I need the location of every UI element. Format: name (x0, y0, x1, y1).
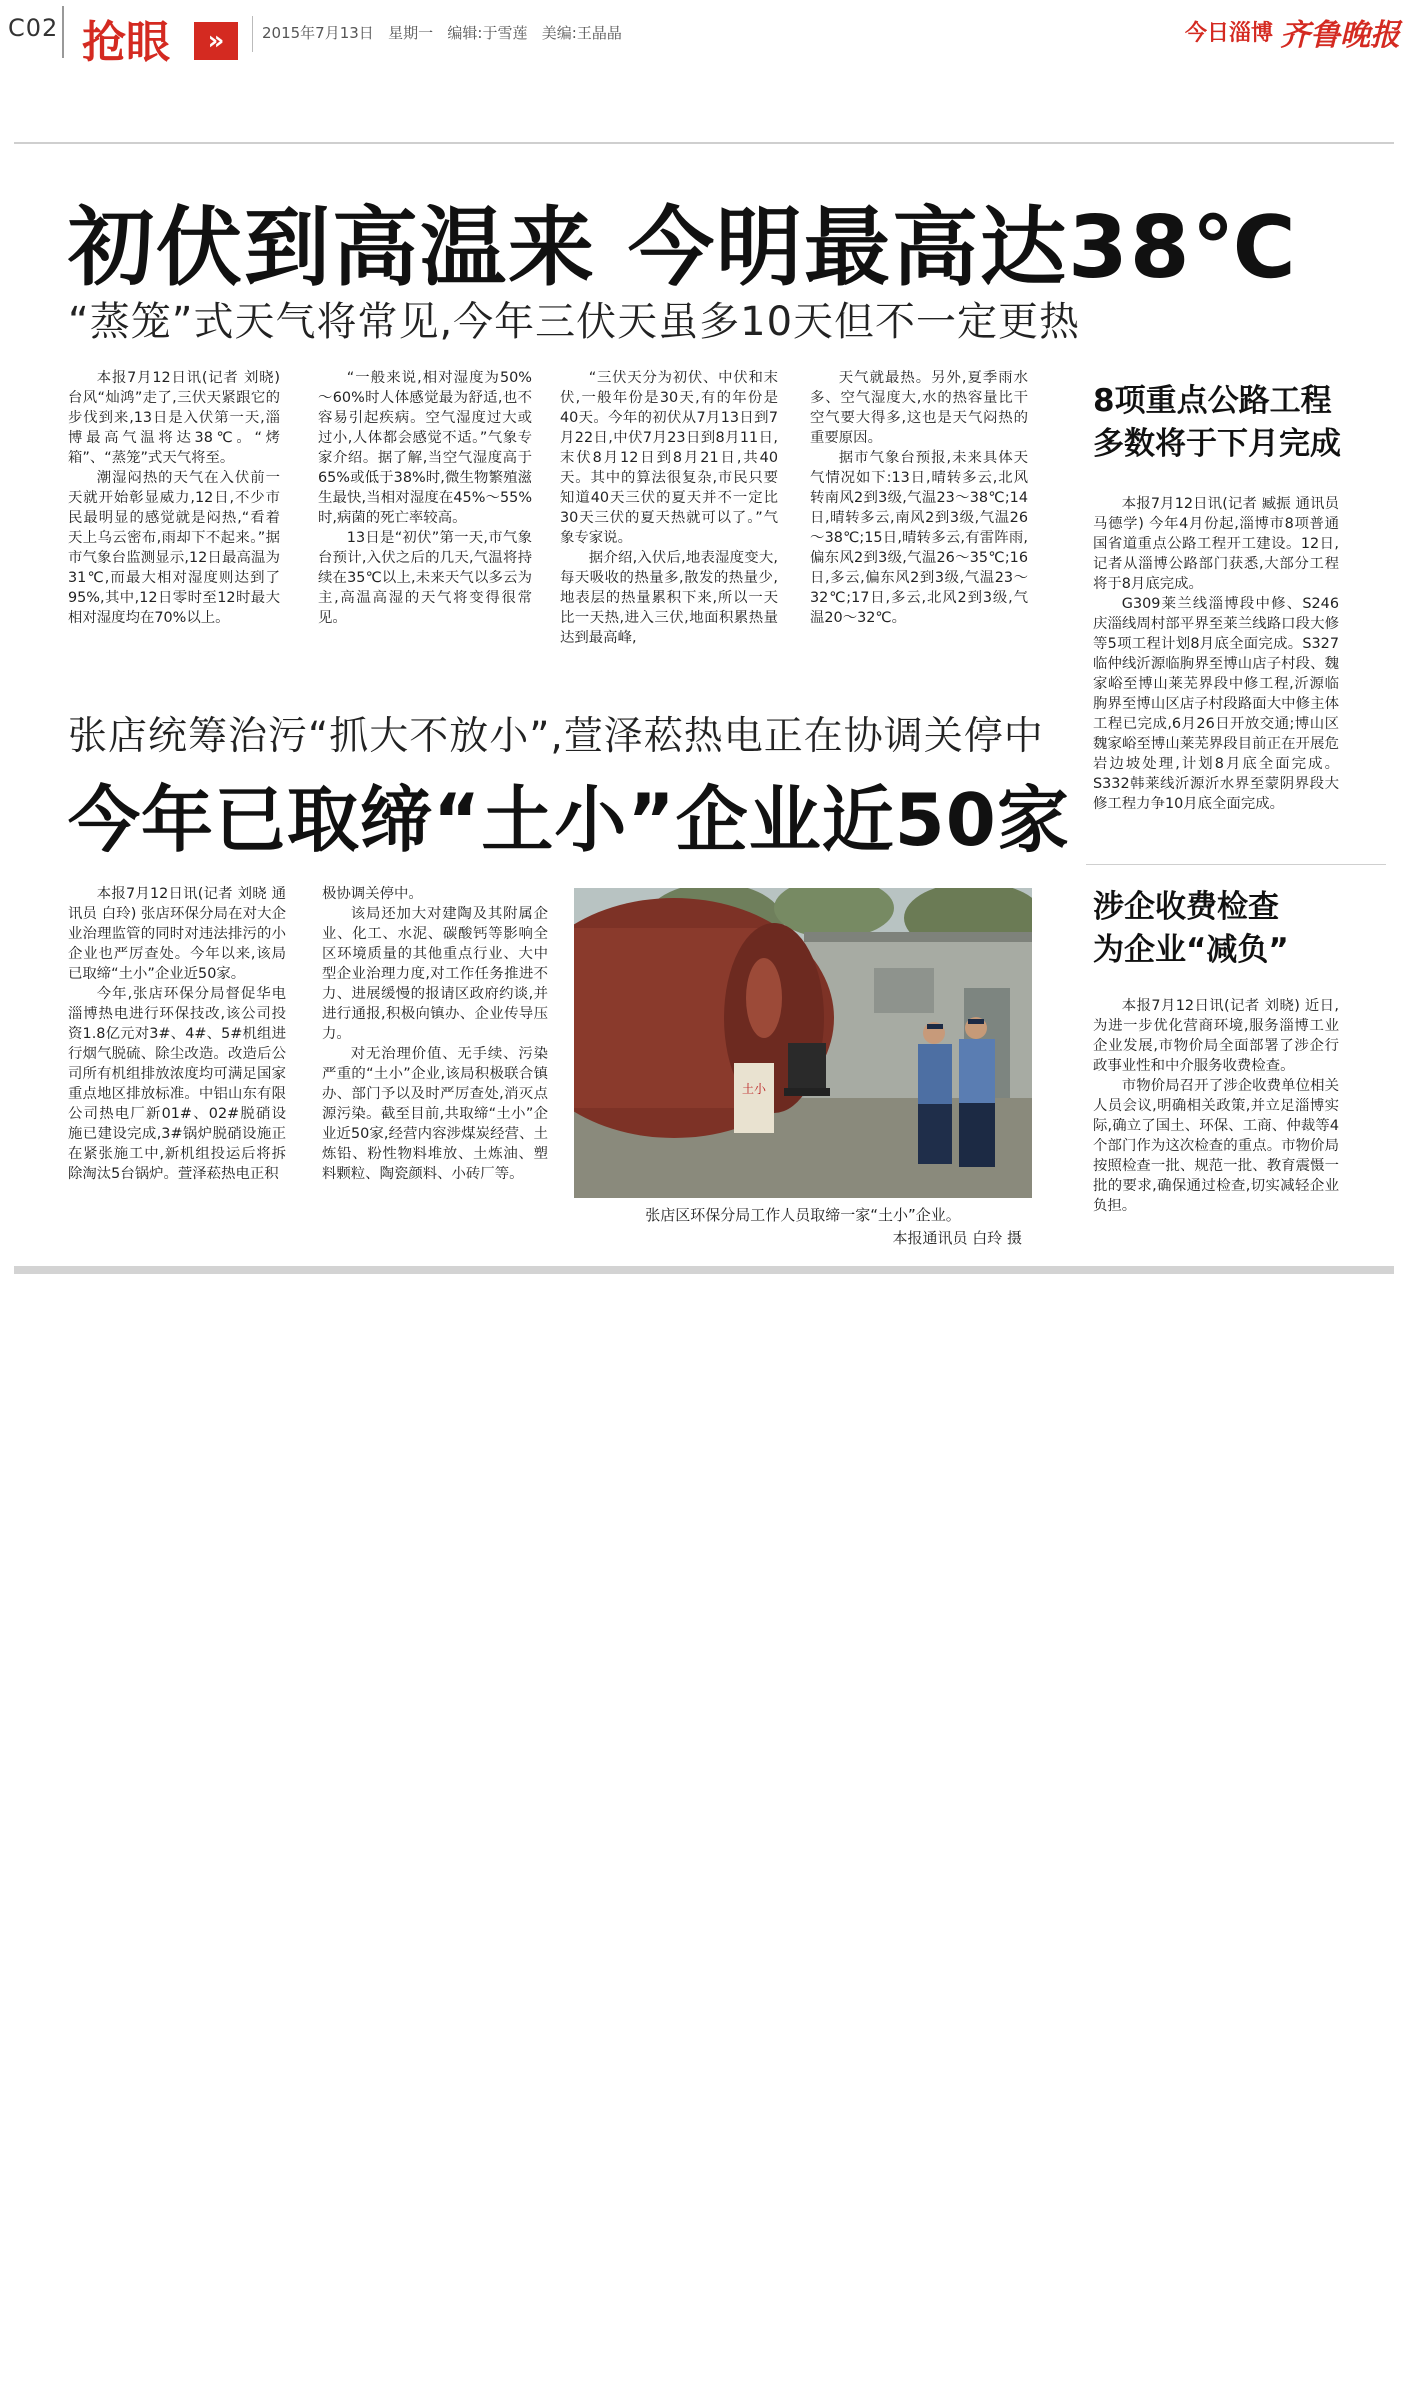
section-name: 抢眼 (82, 17, 170, 68)
caption-text: 张店区环保分局工作人员取缔一家“土小”企业。 (645, 1206, 961, 1224)
paragraph: 对无治理价值、无手续、污染严重的“土小”企业,该局积极联合镇办、部门予以及时严厉查处,消灭点源污染。截至目前,共取缔“土小”企业近50家,经营内容涉煤炭经营、土炼铅、粉性物料堆放、土炼油、塑料颗粒、陶瓷颜料、小砖厂等。 (322, 1046, 548, 1182)
story1-column-2 (318, 368, 532, 628)
headline-line: 8项重点公路工程 (1093, 383, 1332, 419)
headline: 今年已取缔“土小”企业近50家 (68, 778, 1070, 862)
paragraph: 市物价局召开了涉企收费单位相关人员会议,明确相关政策,并立足淄博实际,确立了国土、环保、工商、仲裁等4个部门作为这次检查的重点。市物价局按照检查一批、规范一批、教育震慑一批的要求,确保通过检查,切实减轻企业负担。 (1093, 1078, 1339, 1214)
sign-text: 土小 (741, 1082, 767, 1096)
paragraph: 极协调关停中。 (322, 886, 423, 902)
paragraph: 本报7月12日讯(记者 刘晓) 近日,为进一步优化营商环境,服务淄博工业企业发展,市物价局全面部署了涉企行政事业性和中介服务收费检查。 (1093, 998, 1339, 1074)
story1-column-1 (68, 368, 280, 628)
news-photo (574, 888, 1032, 1198)
headline-line: 多数将于下月完成 (1093, 426, 1341, 462)
bottom-divider (14, 1266, 1394, 1274)
sidebar1-body (1093, 494, 1339, 814)
paragraph: 本报7月12日讯(记者 刘晓) 台风“灿鸿”走了,三伏天紧跟它的步伐到来,13日是入伏第一天,淄博最高气温将达38℃。“烤箱”、“蒸笼”式天气将至。 (68, 370, 280, 466)
kicker: 张店统筹治污“抓大不放小”,萱泽菘热电正在协调关停中 (68, 714, 1044, 759)
paragraph: 据市气象台预报,未来具体天气情况如下:13日,晴转多云,北风转南风2到3级,气温23～38℃;14日,晴转多云,南风2到3级,气温26～38℃;15日,晴转多云,有雷阵雨,偏东风2到3级,气温26～35℃;16日,多云,偏东风2到3级,气温23～32℃;17日,多云,北风2到3级,气温20～32℃。 (810, 450, 1028, 626)
top-divider (14, 142, 1394, 144)
headline-line: 涉企收费检查 (1093, 889, 1279, 925)
brand-city: 今日淄博 (1185, 20, 1274, 46)
subheadline: “蒸笼”式天气将常见,今年三伏天虽多10天但不一定更热 (68, 299, 1081, 345)
paragraph: “一般来说,相对湿度为50%～60%时人体感觉最为舒适,也不容易引起疾病。空气湿度过大或过小,人体都会感觉不适。”气象专家介绍。据了解,当空气湿度高于65%或低于38%时,微生物繁殖滋生最快,当相对湿度在45%～55%时,病菌的死亡率较高。 (318, 370, 532, 526)
dateline: 2015年7月13日 星期一 编辑:于雪莲 美编:王晶晶 (262, 24, 622, 42)
double-chevron-icon: » (194, 22, 238, 60)
sidebar-headline (1093, 380, 1341, 466)
paragraph: “三伏天分为初伏、中伏和末伏,一般年份是30天,有的年份是40天。今年的初伏从7月13日到7月22日,中伏7月23日到8月11日,末伏8月12日到8月21日,共40天。其中的算法很复杂,市民只要知道40天三伏的夏天并不一定比30天三伏的夏天热就可以了。”气象专家说。 (560, 370, 778, 546)
headline-line: 为企业“减负” (1093, 932, 1289, 968)
paragraph: 今年,张店环保分局督促华电淄博热电进行环保技改,该公司投资1.8亿元对3#、4#、5#机组进行烟气脱硫、除尘改造。改造后公司所有机组排放浓度均可满足国家重点地区排放标准。中铝山东有限公司热电厂新01#、02#脱硝设施已建设完成,3#锅炉脱硝设施正在紧张施工中,新机组投运后将拆除淘汰5台锅炉。萱泽菘热电正积 (68, 986, 286, 1182)
paragraph: 本报7月12日讯(记者 刘晓 通讯员 白玲) 张店环保分局在对大企业治理监管的同时对违法排污的小企业也严厉查处。今年以来,该局已取缔“土小”企业近50家。 (68, 886, 286, 982)
story1-column-3 (560, 368, 778, 648)
headline: 初伏到高温来 今明最高达38℃ (68, 198, 1298, 298)
photo-credit: 本报通讯员 白玲 摄 (892, 1229, 1022, 1247)
sidebar-headline (1093, 886, 1289, 972)
paragraph: G309莱兰线淄博段中修、S246庆淄线周村部平界至莱兰线路口段大修等5项工程计划8月底全面完成。S327临仲线沂源临朐界至博山店子村段、魏家峪至博山莱芜界段中修工程,沂源临朐界至博山区店子村段路面大中修主体工程已完成,6月26日开放交通;博山区魏家峪至博山莱芜界段目前正在开展危岩边坡处理,计划8月底全面完成。S332韩莱线沂源沂水界至蒙阴界段大修工程力争10月底全面完成。 (1093, 596, 1339, 812)
paragraph: 13日是“初伏”第一天,市气象台预计,入伏之后的几天,气温将持续在35℃以上,未来天气以多云为主,高温高湿的天气将变得很常见。 (318, 530, 532, 626)
story2-column-1 (68, 884, 286, 1184)
paragraph: 本报7月12日讯(记者 臧振 通讯员 马德学) 今年4月份起,淄博市8项普通国省道重点公路工程开工建设。12日,记者从淄博公路部门获悉,大部分工程将于8月底完成。 (1093, 496, 1339, 592)
masthead-divider (62, 6, 64, 58)
sidebar-divider (1086, 864, 1386, 865)
paragraph: 潮湿闷热的天气在入伏前一天就开始彰显威力,12日,不少市民最明显的感觉就是闷热,“看着天上乌云密布,雨却下不起来。”据市气象台监测显示,12日最高温为31℃,而最大相对湿度则达到了95%,其中,12日零时至12时最大相对湿度均在70%以上。 (68, 470, 280, 626)
paragraph: 天气就最热。另外,夏季雨水多、空气湿度大,水的热容量比干空气要大得多,这也是天气闷热的重要原因。 (810, 370, 1028, 446)
page-number: C02 (8, 14, 59, 42)
sidebar2-body (1093, 996, 1339, 1216)
paragraph: 该局还加大对建陶及其附属企业、化工、水泥、碳酸钙等影响全区环境质量的其他重点行业、大中型企业治理力度,对工作任务推进不力、进展缓慢的报请区政府约谈,并进行通报,积极向镇办、企业传导压力。 (322, 906, 548, 1042)
masthead-divider (252, 16, 253, 52)
story1-column-4 (810, 368, 1028, 628)
paragraph: 据介绍,入伏后,地表湿度变大,每天吸收的热量多,散发的热量少,地表层的热量累积下来,所以一天比一天热,进入三伏,地面积累热量达到最高峰, (560, 550, 778, 646)
newspaper-logo: 齐鲁晚报 (1280, 18, 1400, 53)
story2-column-2 (322, 884, 548, 1184)
photo-caption (574, 1204, 1032, 1250)
photo-illustration (574, 888, 1032, 1198)
